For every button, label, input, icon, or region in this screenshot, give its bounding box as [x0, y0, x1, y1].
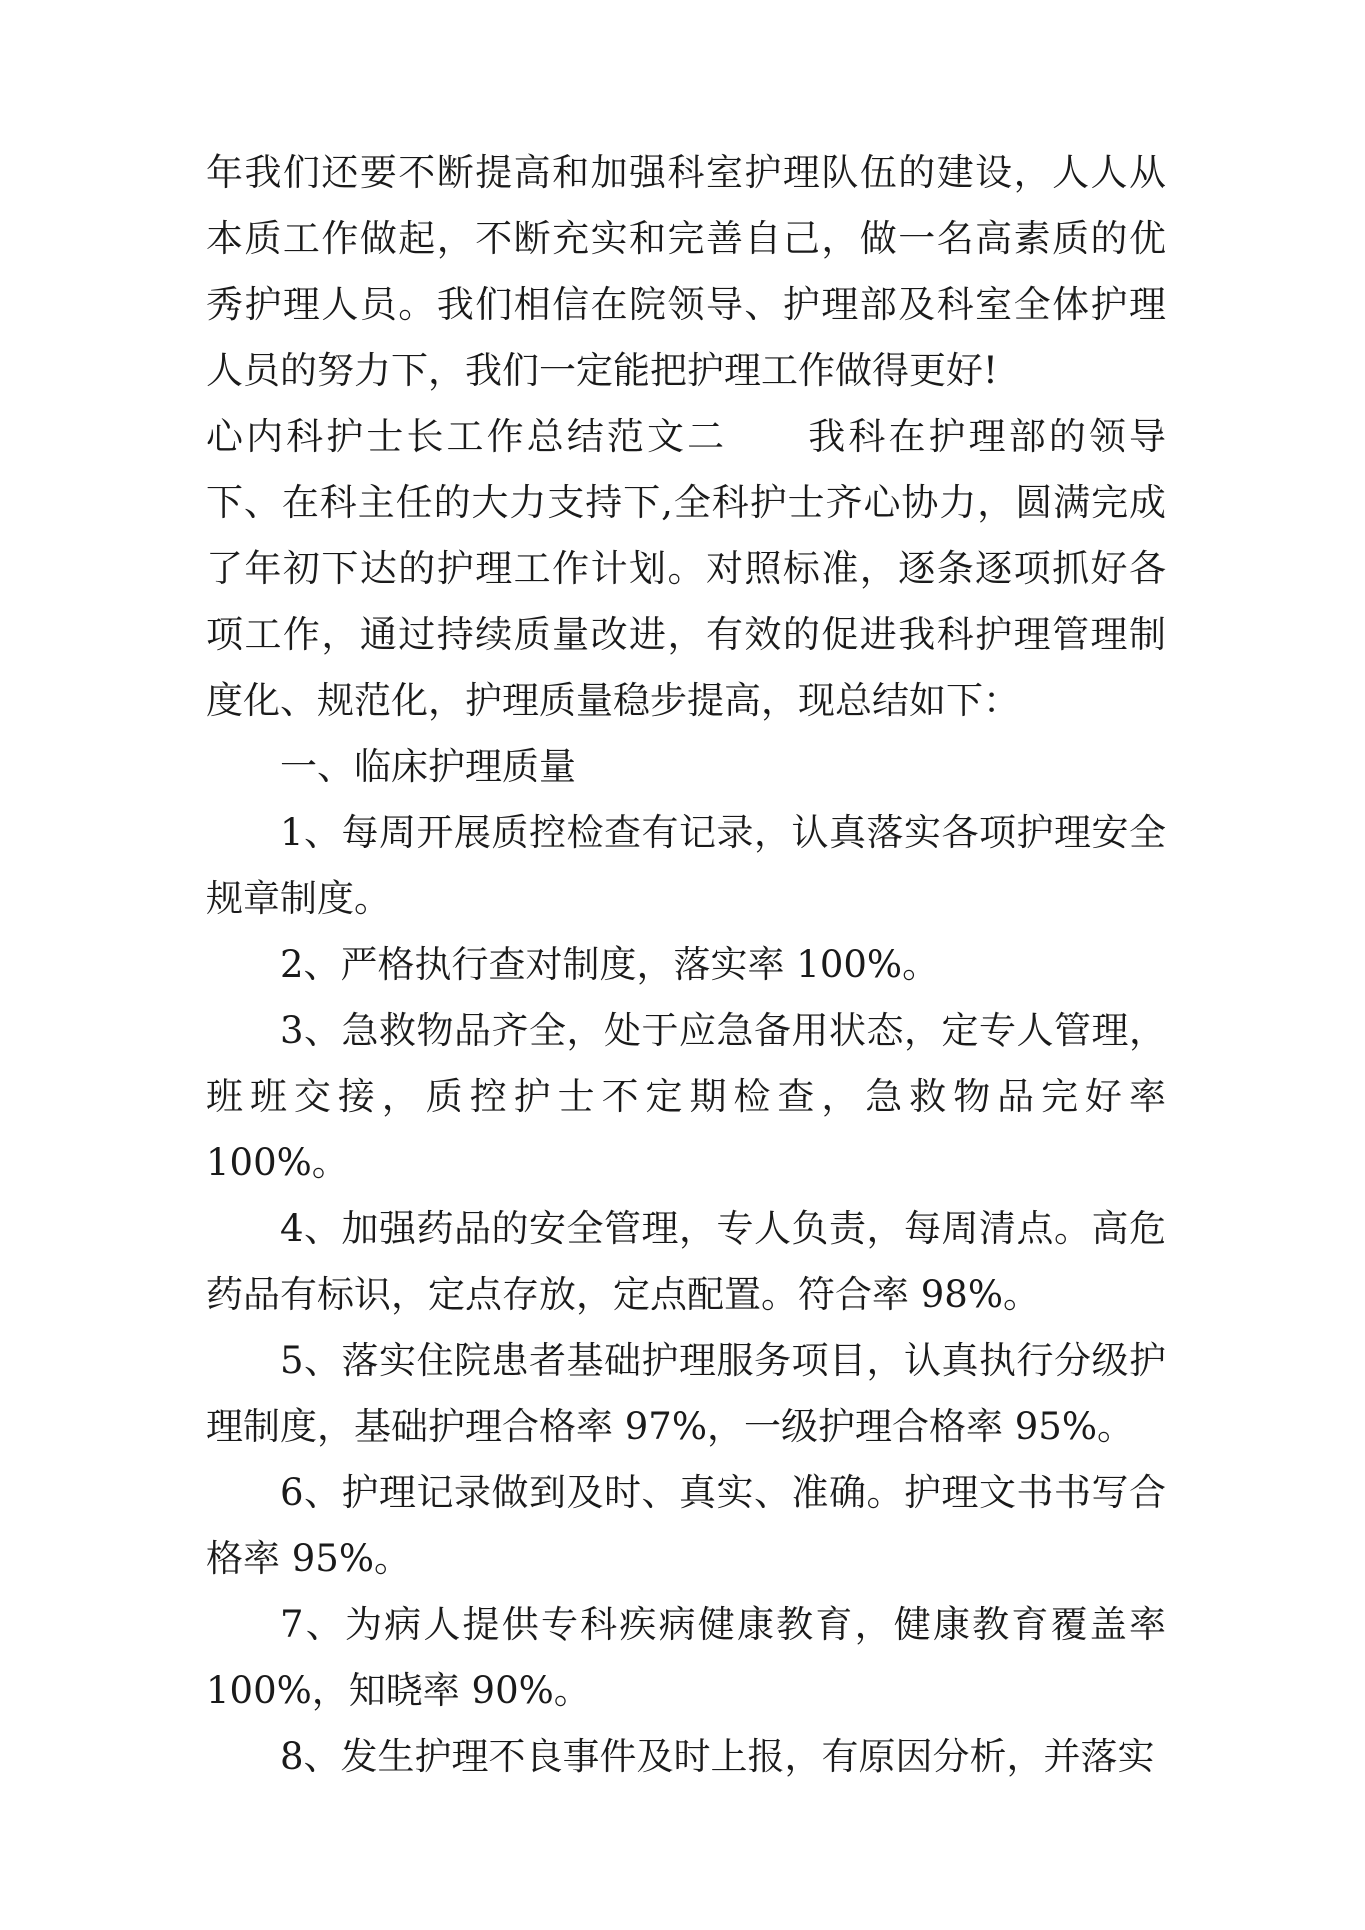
list-item-5: 5、落实住院患者基础护理服务项目，认真执行分级护理制度，基础护理合格率 97%，一级护理合格率 95%。 [206, 1339, 1166, 1448]
list-item-4: 4、加强药品的安全管理，专人负责，每周清点。高危药品有标识，定点存放，定点配置。符合率 98%。 [206, 1207, 1166, 1316]
list-item-8: 8、发生护理不良事件及时上报，有原因分析，并落实 [280, 1735, 1155, 1778]
list-item-6: 6、护理记录做到及时、真实、准确。护理文书书写合格率 95%。 [206, 1471, 1166, 1580]
paragraph-sample-two [206, 404, 1166, 734]
section-heading-clinical-quality: 一、临床护理质量 [280, 745, 576, 788]
paragraph-closing: 年我们还要不断提高和加强科室护理队伍的建设，人人从本质工作做起，不断充实和完善自己，做一名高素质的优秀护理人员。我们相信在院领导、护理部及科室全体护理人员的努力下，我们一定能把护理工作做得更好! [206, 151, 1166, 392]
list-item-7: 7、为病人提供专科疾病健康教育，健康教育覆盖率 100%，知晓率 90%。 [206, 1603, 1166, 1712]
list-item-1: 1、每周开展质控检查有记录，认真落实各项护理安全规章制度。 [206, 811, 1166, 920]
list-item-3: 3、急救物品齐全，处于应急备用状态，定专人管理，班班交接，质控护士不定期检查，急救物品完好率 100%。 [206, 1009, 1166, 1184]
list-item-2: 2、严格执行查对制度，落实率 100%。 [280, 943, 940, 986]
sample-two-body: 我科在护理部的领导下、在科主任的大力支持下,全科护士齐心协力，圆满完成了年初下达的护理工作计划。对照标准，逐条逐项抓好各项工作，通过持续质量改进，有效的促进我科护理管理制度化、规范化，护理质量稳步提高，现总结如下： [206, 415, 1167, 722]
sample-two-title: 心内科护士长工作总结范文二 [206, 415, 728, 458]
document-body [206, 140, 1166, 1790]
